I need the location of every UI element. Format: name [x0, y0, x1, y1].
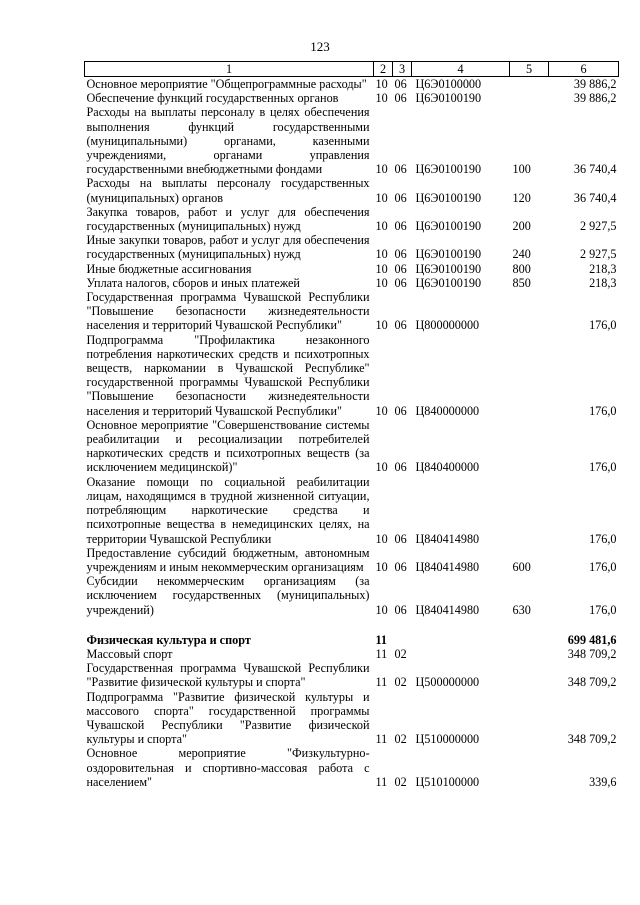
row-amount: 348 709,2: [567, 646, 617, 661]
row-subsection: 06: [394, 403, 407, 418]
column-header-6: 6: [549, 62, 619, 77]
row-target-code: Ц6Э0100190: [415, 162, 482, 177]
row-name: Массовый спорт: [86, 646, 173, 661]
row-expense-type: [510, 746, 549, 789]
row-section: 10: [375, 190, 388, 205]
row-expense-type: 200: [512, 219, 531, 234]
table-row: [85, 546, 619, 574]
table-row: [85, 647, 619, 661]
row-subsection: 02: [394, 774, 407, 789]
row-subsection: 02: [394, 675, 407, 690]
table-row: [85, 290, 619, 333]
row-target-code: Ц840414980: [415, 531, 480, 546]
row-spacer: [85, 617, 619, 633]
row-subsection: 06: [394, 318, 407, 333]
budget-table: [84, 61, 619, 789]
row-target-code: Ц500000000: [415, 675, 480, 690]
row-name: Государственная программа Чувашской Республики "Повышение безопасности жизнедеятельности населения и территорий Чувашской Республики": [86, 290, 370, 333]
row-subsection: 06: [394, 219, 407, 234]
row-expense-type: 630: [512, 602, 531, 617]
row-expense-type: [510, 77, 549, 92]
row-expense-type: [510, 91, 549, 105]
table-row: [85, 77, 619, 92]
row-subsection: 06: [394, 91, 407, 106]
row-target-code: [412, 633, 510, 647]
row-amount: 176,0: [589, 559, 617, 574]
row-subsection: 06: [394, 77, 407, 91]
column-header-4: 4: [412, 62, 510, 77]
row-name: Обеспечение функций государственных органов: [86, 91, 339, 106]
row-section: 10: [375, 162, 388, 177]
row-section: 10: [375, 460, 388, 475]
row-expense-type: [510, 661, 549, 689]
row-section: 11: [375, 632, 388, 647]
row-section: 10: [375, 602, 388, 617]
row-amount: 39 886,2: [573, 91, 617, 106]
row-expense-type: 240: [512, 247, 531, 262]
row-section: 10: [375, 91, 388, 106]
row-amount: 218,3: [589, 261, 617, 276]
row-amount: 176,0: [589, 460, 617, 475]
row-expense-type: 600: [512, 559, 531, 574]
row-amount: 348 709,2: [567, 732, 617, 747]
table-row: [85, 176, 619, 204]
table-row: [85, 205, 619, 233]
row-amount: 2 927,5: [579, 247, 617, 262]
table-row: [85, 418, 619, 475]
row-target-code: Ц6Э0100190: [415, 261, 482, 276]
row-subsection: 06: [394, 162, 407, 177]
row-name: Расходы на выплаты персоналу государственных (муниципальных) органов: [86, 176, 370, 205]
row-target-code: Ц6Э0100190: [415, 190, 482, 205]
row-section: 11: [375, 646, 388, 661]
row-name: Основное мероприятие "Физкультурно-оздоровительная и спортивно-массовая работа с населением": [86, 746, 370, 789]
row-section: 11: [375, 675, 388, 690]
table-row: [85, 633, 619, 647]
row-name: Уплата налогов, сборов и иных платежей: [86, 275, 300, 290]
row-target-code: [412, 647, 510, 661]
row-subsection: 06: [394, 190, 407, 205]
table-row: [85, 233, 619, 261]
row-subsection: 02: [394, 646, 407, 661]
row-subsection: [393, 633, 412, 647]
row-expense-type: [510, 647, 549, 661]
row-name: Основное мероприятие "Общепрограммные расходы": [86, 77, 367, 91]
row-target-code: Ц840414980: [415, 559, 480, 574]
row-name: Государственная программа Чувашской Республики "Развитие физической культуры и спорта": [86, 661, 370, 690]
table-row: [85, 661, 619, 689]
row-subsection: 06: [394, 247, 407, 262]
row-name: Оказание помощи по социальной реабилитации лицам, находящимся в трудной жизненной ситуации, потребляющим наркотические средства и психотропные вещества в немедицинских целях, на территории Чувашской Республики: [86, 474, 370, 546]
row-subsection: 06: [394, 460, 407, 475]
table-row: [85, 276, 619, 290]
page-number: 123: [310, 39, 330, 54]
row-expense-type: 800: [512, 261, 531, 276]
row-name: Подпрограмма "Профилактика незаконного потребления наркотических средств и психотропных веществ, наркомании в Чувашской Республике" государственной программы Чувашской Республики "Повышение безопасности жизнедеятельности населения и территорий Чувашской Республики": [86, 332, 370, 418]
row-target-code: Ц840400000: [415, 460, 480, 475]
table-row: [85, 690, 619, 747]
row-section: 10: [375, 318, 388, 333]
row-amount: 348 709,2: [567, 675, 617, 690]
row-subsection: 06: [394, 602, 407, 617]
row-target-code: Ц840414980: [415, 602, 480, 617]
row-name: Предоставление субсидий бюджетным, автономным учреждениям и иным некоммерческим организациям: [86, 545, 370, 574]
row-section: 10: [375, 531, 388, 546]
row-section: 11: [375, 774, 388, 789]
row-target-code: Ц6Э0100190: [415, 247, 482, 262]
row-amount: 176,0: [589, 318, 617, 333]
row-target-code: Ц6Э0100190: [415, 91, 482, 106]
row-amount: 699 481,6: [567, 632, 617, 647]
row-section: 11: [375, 732, 388, 747]
row-amount: 2 927,5: [579, 219, 617, 234]
row-target-code: Ц510000000: [415, 732, 480, 747]
row-expense-type: [510, 633, 549, 647]
row-section: 10: [375, 275, 388, 290]
row-subsection: 02: [394, 732, 407, 747]
row-amount: 176,0: [589, 531, 617, 546]
table-row: [85, 105, 619, 176]
row-name: Физическая культура и спорт: [86, 632, 251, 647]
row-target-code: Ц6Э0100190: [415, 219, 482, 234]
row-expense-type: 100: [512, 162, 531, 177]
row-target-code: Ц800000000: [415, 318, 480, 333]
table-header: [85, 62, 619, 77]
row-name: Закупка товаров, работ и услуг для обеспечения государственных (муниципальных) нужд: [86, 204, 370, 234]
row-name: Подпрограмма "Развитие физической культуры и массового спорта" государственной программы Чувашской Республики "Развитие физической культуры и спорта": [86, 689, 370, 747]
row-amount: 176,0: [589, 602, 617, 617]
table-row: [85, 475, 619, 546]
row-amount: 39 886,2: [573, 77, 617, 91]
row-expense-type: [510, 475, 549, 546]
column-header-3: 3: [393, 62, 412, 77]
row-name: Субсидии некоммерческим организациям (за исключением государственных (муниципальных) учреждений): [86, 574, 370, 617]
row-subsection: 06: [394, 559, 407, 574]
row-amount: 36 740,4: [573, 190, 617, 205]
row-expense-type: [510, 690, 549, 747]
table-row: [85, 262, 619, 276]
row-section: 10: [375, 219, 388, 234]
column-header-2: 2: [374, 62, 393, 77]
table-row: [85, 746, 619, 789]
row-expense-type: [510, 333, 549, 418]
row-name: Расходы на выплаты персоналу в целях обеспечения выполнения функций государственными (муниципальными) органами, казенными учреждениями, органами управления государственными внебюджетными фондами: [86, 105, 370, 177]
row-name: Основное мероприятие "Совершенствование системы реабилитации и ресоциализации потребителей наркотических средств и психотропных веществ (за исключением медицинской)": [86, 417, 370, 475]
row-amount: 36 740,4: [573, 162, 617, 177]
row-target-code: Ц840000000: [415, 403, 480, 418]
row-amount: 218,3: [589, 275, 617, 290]
row-section: 10: [375, 559, 388, 574]
table-row: [85, 333, 619, 418]
row-section: 10: [375, 77, 388, 91]
row-subsection: 06: [394, 261, 407, 276]
row-amount: 339,6: [589, 774, 617, 789]
column-header-1: 1: [85, 62, 374, 77]
table-row: [85, 574, 619, 617]
row-section: 10: [375, 261, 388, 276]
row-expense-type: 850: [512, 275, 531, 290]
row-expense-type: 120: [512, 190, 531, 205]
row-target-code: Ц6Э0100000: [415, 77, 482, 91]
row-name: Иные закупки товаров, работ и услуг для обеспечения государственных (муниципальных) нужд: [86, 233, 370, 262]
row-section: 10: [375, 247, 388, 262]
row-expense-type: [510, 290, 549, 333]
row-name: Иные бюджетные ассигнования: [86, 261, 252, 276]
row-section: 10: [375, 403, 388, 418]
table-row: [85, 91, 619, 105]
row-target-code: Ц510100000: [415, 774, 480, 789]
column-header-5: 5: [510, 62, 549, 77]
row-amount: 176,0: [589, 403, 617, 418]
row-subsection: 06: [394, 275, 407, 290]
row-expense-type: [510, 418, 549, 475]
table-body: [85, 77, 619, 789]
row-spacer-cell: [85, 617, 619, 633]
row-subsection: 06: [394, 531, 407, 546]
row-target-code: Ц6Э0100190: [415, 275, 482, 290]
